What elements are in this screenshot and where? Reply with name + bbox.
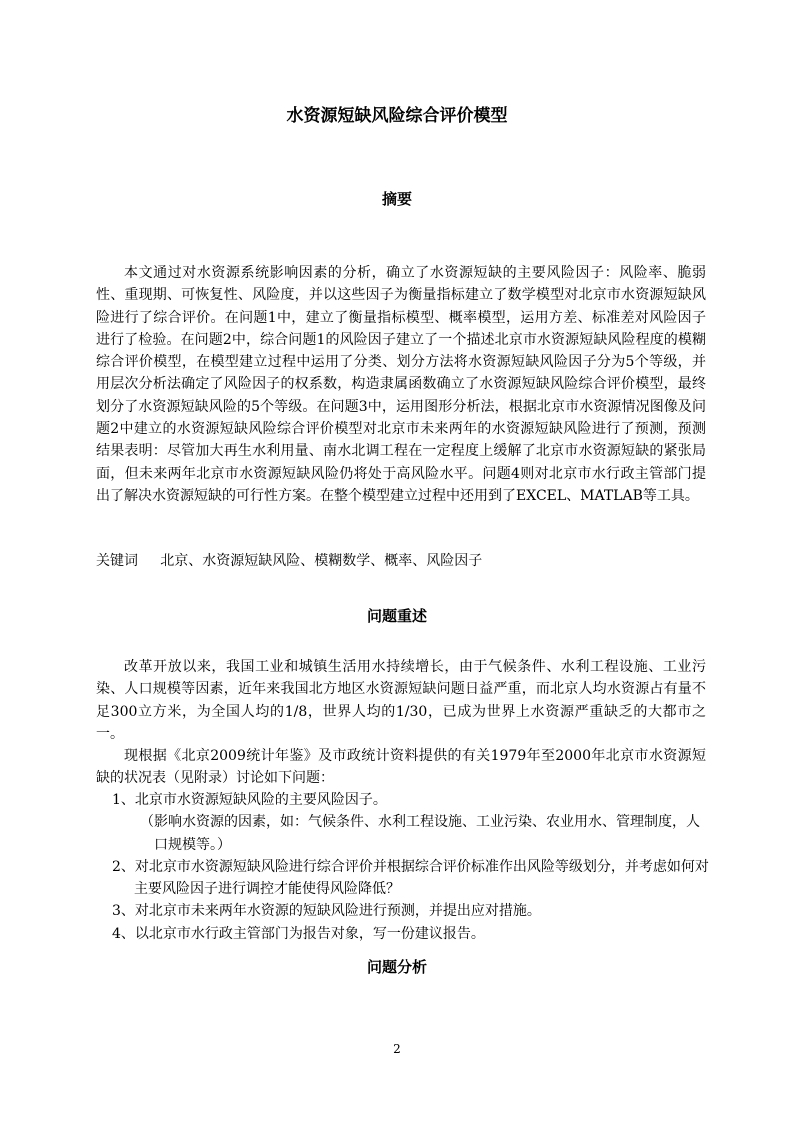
keywords-line [96, 550, 706, 572]
page-number: 2 [393, 1042, 401, 1056]
abstract-heading: 摘要 [381, 190, 412, 208]
problem-heading: 问题重述 [366, 607, 427, 625]
problem-paragraph-1: 改革开放以来，我国工业和城镇生活用水持续增长，由于气候条件、水利工程设施、工业污染、人口规模等因素，近年来我国北方地区水资源短缺问题日益严重，而北京人均水资源占有量不足300立方米，为全国人均的1/8，世界人均的1/30，已成为世界上水资源严重缺乏的大都市之一。 [96, 659, 706, 742]
problem-paragraph-2: 现根据《北京2009统计年鉴》及市政统计资料提供的有关1979年至2000年北京市水资源短缺的状况表（见附录）讨论如下问题： [96, 748, 706, 787]
problem-list [112, 789, 712, 945]
list-item: 1、北京市水资源短缺风险的主要风险因子。 [112, 792, 387, 808]
list-item: 3、对北京市未来两年水资源的短缺风险进行预测，并提出应对措施。 [112, 903, 541, 920]
keywords-label: 关键词 [96, 553, 138, 569]
paper-title: 水资源短缺风险综合评价模型 [286, 106, 508, 126]
keywords-value: 北京、水资源短缺风险、模糊数学、概率、风险因子 [160, 553, 483, 569]
analysis-heading: 问题分析 [366, 958, 427, 976]
list-item-note: （影响水资源的因素，如：气候条件、水利工程设施、工业污染、农业用水、管理制度，人口规模等。） [140, 814, 700, 853]
abstract-body [96, 262, 706, 507]
list-item: 2、对北京市水资源短缺风险进行综合评价并根据综合评价标准作出风险等级划分，并考虑如何对主要风险因子进行调控才能使得风险降低？ [112, 858, 709, 898]
list-item: 4、以北京市水行政主管部门为报告对象，写一份建议报告。 [112, 925, 485, 942]
problem-body [96, 656, 706, 790]
abstract-paragraph: 本文通过对水资源系统影响因素的分析，确立了水资源短缺的主要风险因子：风险率、脆弱性、重现期、可恢复性、风险度，并以这些因子为衡量指标建立了数学模型对北京市水资源短缺风险进行了综合评价。在问题1中，建立了衡量指标模型、概率模型，运用方差、标准差对风险因子进行了检验。在问题2中，综合问题1的风险因子建立了一个描述北京市水资源短缺风险程度的模糊综合评价模型，在模型建立过程中运用了分类、划分方法将水资源短缺风险因子分为5个等级，并用层次分析法确定了风险因子的权系数，构造隶属函数确立了水资源短缺风险综合评价模型，最终划分了水资源短缺风险的5个等级。在问题3中，运用图形分析法，根据北京市水资源情况图像及问题2中建立的水资源短缺风险综合评价模型对北京市未来两年的水资源短缺风险进行了预测，预测结果表明：尽管加大再生水利用量、南水北调工程在一定程度上缓解了北京市水资源短缺的紧张局面，但未来两年北京市水资源短缺风险仍将处于高风险水平。问题4则对北京市水行政主管部门提出了解决水资源短缺的可行性方案。在整个模型建立过程中还用到了EXCEL、MATLAB等工具。 [96, 265, 706, 504]
